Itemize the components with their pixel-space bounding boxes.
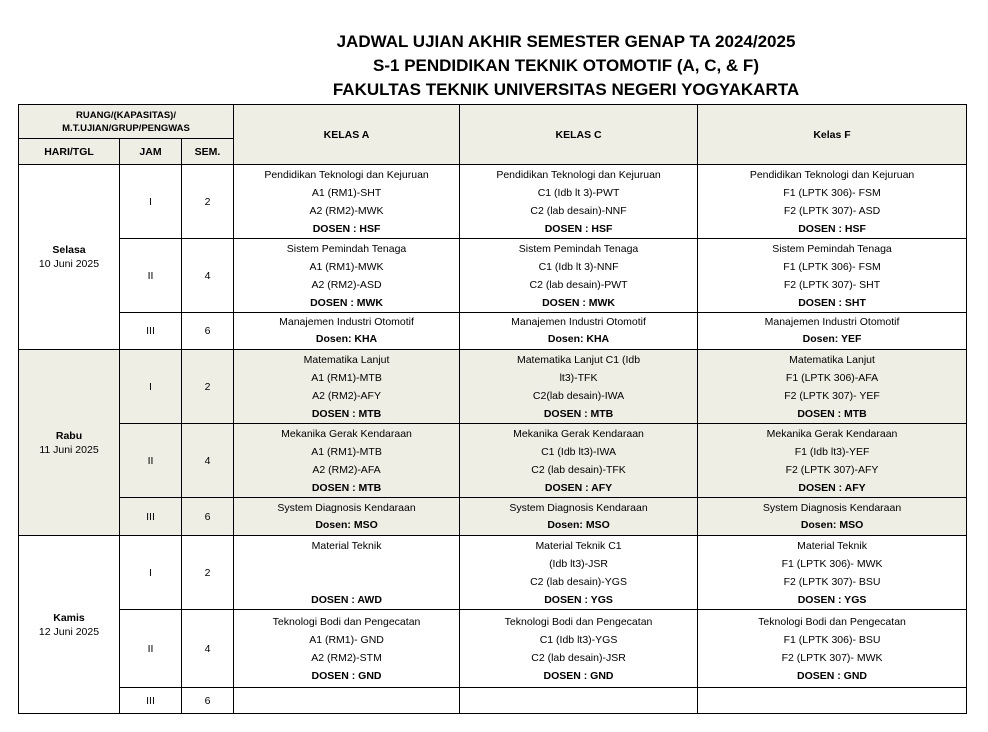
course-name: Manajemen Industri Otomotif (511, 316, 646, 328)
room-info-header (19, 105, 234, 139)
kelas-a-cell (234, 688, 460, 714)
dosen-label: DOSEN : HSF (312, 222, 381, 235)
group-line: A2 (RM2)-AFA (312, 463, 381, 476)
schedule-body (19, 165, 967, 714)
group-line: C2 (lab desain)-NNF (530, 204, 627, 217)
group-line: C2 (lab desain)-TFK (531, 463, 626, 476)
day-date: 11 Juni 2025 (39, 443, 99, 456)
jam-cell: II (120, 239, 182, 313)
group-line (234, 555, 459, 573)
dosen-label: DOSEN : MTB (543, 407, 614, 420)
day-cell (19, 536, 120, 714)
course-name: Manajemen Industri Otomotif (764, 316, 900, 328)
dosen-label: DOSEN : YGS (544, 593, 613, 606)
schedule-row (19, 350, 967, 424)
course-name: Teknologi Bodi dan Pengecatan (758, 615, 906, 628)
dosen-label: DOSEN : MWK (542, 296, 615, 309)
day-name: Kamis (53, 611, 85, 624)
header-row-room (19, 105, 967, 139)
course-name: Mekanika Gerak Kendaraan (766, 427, 898, 440)
kelas-c-header: KELAS C (460, 105, 698, 165)
kelas-a-cell (234, 313, 460, 350)
group-line: F1 (Idb lt3)-YEF (794, 445, 870, 458)
sem-cell: 6 (182, 498, 234, 536)
group-line: C1 (Idb lt3)-YGS (539, 633, 618, 646)
dosen-label: DOSEN : MWK (310, 296, 383, 309)
kelas-c-cell (460, 165, 698, 239)
dosen-label: Dosen: MSO (547, 518, 610, 531)
dosen-label: DOSEN : AWD (311, 593, 382, 606)
kelas-f-cell (698, 239, 967, 313)
group-line: A2 (RM2)-ASD (311, 278, 382, 291)
document-title-line-3: FAKULTAS TEKNIK UNIVERSITAS NEGERI YOGYAKARTA (332, 80, 800, 99)
group-line: A2 (RM2)-AFY (312, 389, 381, 402)
group-line: C2 (lab desain)-JSR (531, 651, 626, 664)
group-line: F1 (LPTK 306)- MWK (781, 557, 883, 570)
hari-tgl-header: HARI/TGL (19, 139, 120, 165)
group-line: (Idb lt3)-JSR (549, 557, 608, 570)
group-line: C2 (lab desain)-PWT (529, 278, 628, 291)
jam-cell: III (120, 498, 182, 536)
course-name: Pendidikan Teknologi dan Kejuruan (749, 168, 915, 181)
group-line: F1 (LPTK 306)- FSM (783, 260, 881, 273)
kelas-f-cell (698, 424, 967, 498)
schedule-row (19, 424, 967, 498)
group-line: C2(lab desain)-IWA (532, 389, 625, 402)
kelas-a-cell (234, 165, 460, 239)
exam-schedule-table (18, 104, 967, 714)
course-name: System Diagnosis Kendaraan (277, 501, 416, 514)
jam-header: JAM (120, 139, 182, 165)
day-cell (19, 165, 120, 350)
group-line: F2 (LPTK 307)-AFY (785, 463, 879, 476)
kelas-f-cell (698, 536, 967, 610)
kelas-c-cell (460, 536, 698, 610)
course-name: Material Teknik (311, 539, 382, 552)
kelas-a-header: KELAS A (234, 105, 460, 165)
kelas-c-cell (460, 498, 698, 536)
course-name: Manajemen Industri Otomotif (279, 316, 414, 328)
dosen-label: DOSEN : GND (311, 669, 382, 682)
dosen-label: DOSEN : YGS (797, 593, 867, 606)
sem-cell: 2 (182, 536, 234, 610)
document-title-line-2: S-1 PENDIDIKAN TEKNIK OTOMOTIF (A, C, & F) (373, 56, 759, 75)
kelas-a-cell (234, 498, 460, 536)
dosen-label: DOSEN : HSF (798, 222, 866, 235)
dosen-label: Dosen: KHA (547, 333, 610, 345)
day-cell (19, 350, 120, 536)
kelas-c-cell (460, 688, 698, 714)
room-info-header-line-1: RUANG/(KAPASITAS)/ (76, 109, 176, 121)
dosen-label: DOSEN : MTB (311, 481, 382, 494)
group-line: F2 (LPTK 307)- MWK (781, 651, 883, 664)
schedule-row (19, 498, 967, 536)
dosen-label: Dosen: MSO (315, 518, 378, 531)
group-line: F2 (LPTK 307)- ASD (783, 204, 881, 217)
group-line: A2 (RM2)-MWK (309, 204, 384, 217)
jam-cell: I (120, 165, 182, 239)
course-name: Sistem Pemindah Tenaga (286, 242, 407, 255)
dosen-label: DOSEN : SHT (798, 296, 866, 309)
schedule-row (19, 610, 967, 688)
sem-cell: 4 (182, 610, 234, 688)
schedule-row (19, 688, 967, 714)
group-line: F2 (LPTK 307)- BSU (783, 575, 881, 588)
kelas-c-cell (460, 350, 698, 424)
dosen-label: Dosen: YEF (802, 333, 862, 345)
room-info-header-line-2: M.T.UJIAN/GRUP/PENGWAS (62, 122, 190, 134)
kelas-a-cell (234, 610, 460, 688)
dosen-label: DOSEN : GND (797, 669, 868, 682)
sem-cell: 6 (182, 313, 234, 350)
group-line: F2 (LPTK 307)- SHT (783, 278, 881, 291)
kelas-c-cell (460, 610, 698, 688)
course-name: Mekanika Gerak Kendaraan (513, 427, 644, 440)
kelas-c-cell (460, 239, 698, 313)
kelas-a-cell (234, 536, 460, 610)
schedule-row (19, 239, 967, 313)
group-line: F2 (LPTK 307)- YEF (784, 389, 880, 402)
dosen-label: Dosen: KHA (315, 333, 378, 345)
course-name: Matematika Lanjut (303, 353, 390, 366)
course-name: Teknologi Bodi dan Pengecatan (504, 615, 653, 628)
kelas-f-cell (698, 688, 967, 714)
sem-cell: 2 (182, 165, 234, 239)
kelas-f-header: Kelas F (698, 105, 967, 165)
group-line: C2 (lab desain)-YGS (530, 575, 627, 588)
group-line: F1 (LPTK 306)-AFA (785, 371, 879, 384)
kelas-c-cell (460, 313, 698, 350)
jam-cell: I (120, 536, 182, 610)
course-name: System Diagnosis Kendaraan (762, 501, 902, 514)
kelas-f-cell (698, 610, 967, 688)
dosen-label: DOSEN : MTB (797, 407, 867, 420)
group-line: A1 (RM1)-MWK (309, 260, 384, 273)
group-line: A2 (RM2)-STM (311, 651, 382, 664)
schedule-row (19, 313, 967, 350)
document-title-line-1: JADWAL UJIAN AKHIR SEMESTER GENAP TA 2024/2025 (336, 32, 796, 51)
course-name: Pendidikan Teknologi dan Kejuruan (496, 168, 661, 181)
kelas-f-cell (698, 498, 967, 536)
day-name: Rabu (55, 429, 83, 442)
group-line: A1 (RM1)-MTB (311, 371, 382, 384)
jam-cell: I (120, 350, 182, 424)
sem-cell: 2 (182, 350, 234, 424)
dosen-label: DOSEN : HSF (544, 222, 613, 235)
group-line: A1 (RM1)-MTB (311, 445, 382, 458)
jam-cell: II (120, 424, 182, 498)
dosen-label: DOSEN : GND (543, 669, 614, 682)
group-line: C1 (Idb lt 3)-PWT (537, 186, 620, 199)
sem-header: SEM. (182, 139, 234, 165)
dosen-label: DOSEN : MTB (311, 407, 382, 420)
day-date: 10 Juni 2025 (38, 258, 100, 270)
kelas-f-cell (698, 313, 967, 350)
course-name: System Diagnosis Kendaraan (509, 501, 648, 514)
course-name: Material Teknik (797, 539, 867, 552)
sem-cell: 4 (182, 424, 234, 498)
group-line: C1 (Idb lt 3)-NNF (538, 260, 619, 273)
course-name: Pendidikan Teknologi dan Kejuruan (264, 168, 429, 181)
group-line: A1 (RM1)-SHT (311, 186, 382, 199)
kelas-a-cell (234, 424, 460, 498)
group-line: F1 (LPTK 306)- FSM (783, 186, 881, 199)
course-name: Mekanika Gerak Kendaraan (281, 427, 412, 440)
course-name: Sistem Pemindah Tenaga (772, 242, 892, 255)
kelas-a-cell (234, 350, 460, 424)
course-name: Teknologi Bodi dan Pengecatan (272, 615, 421, 628)
schedule-row (19, 165, 967, 239)
day-name: Selasa (52, 244, 86, 256)
course-name: Matematika Lanjut (789, 353, 875, 366)
group-line: F1 (LPTK 306)- BSU (783, 633, 881, 646)
dosen-label: DOSEN : AFY (544, 481, 613, 494)
dosen-label: DOSEN : AFY (798, 481, 866, 494)
group-line: C1 (Idb lt3)-IWA (541, 445, 616, 458)
day-date: 12 Juni 2025 (38, 625, 100, 638)
course-name: Sistem Pemindah Tenaga (518, 242, 639, 255)
group-line: A1 (RM1)- GND (309, 633, 384, 646)
sem-cell: 4 (182, 239, 234, 313)
kelas-f-cell (698, 165, 967, 239)
jam-cell: III (120, 313, 182, 350)
schedule-row (19, 536, 967, 610)
jam-cell: III (120, 688, 182, 714)
kelas-f-cell (698, 350, 967, 424)
course-name: Material Teknik C1 (535, 539, 622, 552)
dosen-label: Dosen: MSO (800, 518, 864, 531)
group-line (234, 573, 459, 591)
group-line: lt3)-TFK (559, 371, 598, 384)
course-name: Matematika Lanjut C1 (Idb (516, 353, 641, 366)
sem-cell: 6 (182, 688, 234, 714)
jam-cell: II (120, 610, 182, 688)
kelas-a-cell (234, 239, 460, 313)
kelas-c-cell (460, 424, 698, 498)
